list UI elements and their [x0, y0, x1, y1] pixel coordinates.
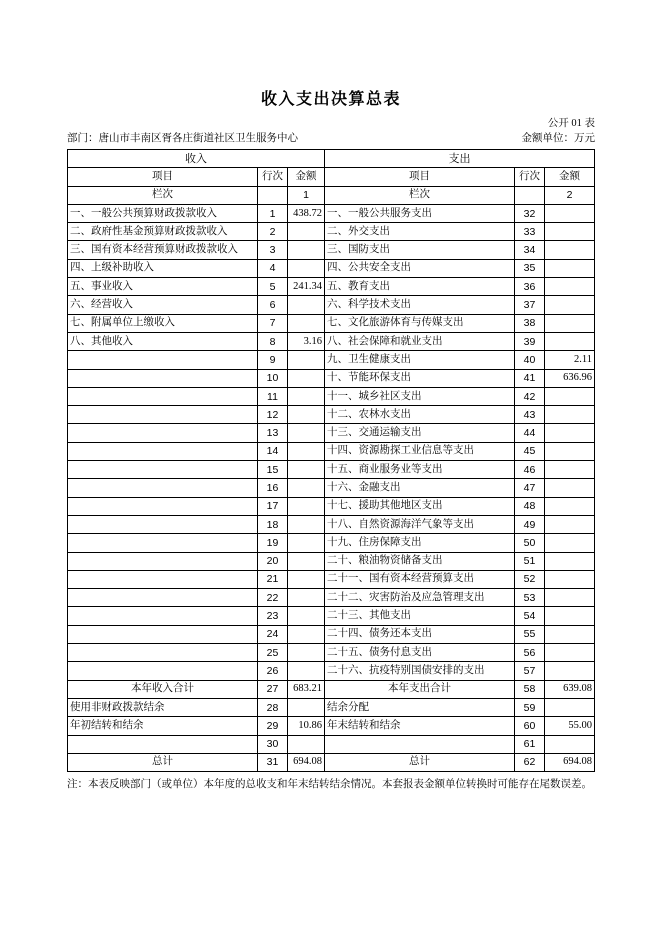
- income-item-cell: [68, 497, 258, 515]
- expense-amount-cell: [545, 625, 595, 643]
- table-row: [68, 589, 595, 607]
- expense-amount-cell: [545, 735, 595, 753]
- expense-amount-cell: [545, 442, 595, 460]
- expense-line-cell: 43: [515, 406, 545, 424]
- expense-amount-cell: [545, 387, 595, 405]
- income-line-cell: 18: [258, 515, 288, 533]
- expense-line-cell: 32: [515, 204, 545, 222]
- expense-amount-cell: 55.00: [545, 717, 595, 735]
- expense-line-cell: 56: [515, 644, 545, 662]
- expense-item-cell: 六、科学技术支出: [325, 296, 515, 314]
- income-line-cell: 14: [258, 442, 288, 460]
- expense-column-index: 2: [545, 186, 595, 204]
- table-row: [68, 717, 595, 735]
- income-section-header: 收入: [68, 150, 325, 168]
- expense-line-cell: 52: [515, 570, 545, 588]
- income-item-cell: [68, 552, 258, 570]
- expense-item-cell: 二十五、债务付息支出: [325, 644, 515, 662]
- expense-line-cell: 45: [515, 442, 545, 460]
- income-amount-cell: [288, 735, 325, 753]
- income-item-cell: [68, 479, 258, 497]
- expense-item-cell: 十六、金融支出: [325, 479, 515, 497]
- income-line-cell: 5: [258, 278, 288, 296]
- income-line-cell: 29: [258, 717, 288, 735]
- expense-line-cell: 47: [515, 479, 545, 497]
- table-row: [68, 442, 595, 460]
- table-row: [68, 698, 595, 716]
- index-row: [68, 186, 595, 204]
- income-amount-cell: 683.21: [288, 680, 325, 698]
- expense-amount-cell: [545, 461, 595, 479]
- income-amount-cell: [288, 625, 325, 643]
- expense-item-cell: 十三、交通运输支出: [325, 424, 515, 442]
- income-amount-cell: [288, 223, 325, 241]
- table-row: [68, 625, 595, 643]
- index-label-income: 栏次: [68, 186, 258, 204]
- income-line-cell: 30: [258, 735, 288, 753]
- expense-line-cell: 48: [515, 497, 545, 515]
- expense-line-cell: 42: [515, 387, 545, 405]
- income-line-cell: 13: [258, 424, 288, 442]
- table-row: [68, 644, 595, 662]
- page-title: 收入支出决算总表: [260, 91, 401, 108]
- expense-amount-cell: 639.08: [545, 680, 595, 698]
- expense-amount-cell: 636.96: [545, 369, 595, 387]
- table-row: [68, 461, 595, 479]
- expense-amount-cell: [545, 314, 595, 332]
- income-amount-cell: [288, 552, 325, 570]
- income-amount-cell: [288, 351, 325, 369]
- index-blank-income: [258, 186, 288, 204]
- expense-line-cell: 53: [515, 589, 545, 607]
- income-item-cell: 八、其他收入: [68, 332, 258, 350]
- expense-item-cell: 十八、自然资源海洋气象等支出: [325, 515, 515, 533]
- income-amount-cell: 10.86: [288, 717, 325, 735]
- income-line-cell: 25: [258, 644, 288, 662]
- expense-amount-cell: [545, 296, 595, 314]
- income-item-cell: [68, 607, 258, 625]
- expense-item-cell: 七、文化旅游体育与传媒支出: [325, 314, 515, 332]
- income-line-cell: 28: [258, 698, 288, 716]
- expense-amount-cell: [545, 406, 595, 424]
- section-header-row: [68, 150, 595, 168]
- income-item-cell: [68, 406, 258, 424]
- expense-amount-cell: [545, 552, 595, 570]
- expense-line-cell: 49: [515, 515, 545, 533]
- expense-item-cell: 二、外交支出: [325, 223, 515, 241]
- table-row: [68, 680, 595, 698]
- table-row: [68, 351, 595, 369]
- income-amount-cell: [288, 259, 325, 277]
- table-header: [68, 150, 595, 205]
- col-header-line-income: 行次: [258, 168, 288, 186]
- income-amount-cell: 241.34: [288, 278, 325, 296]
- expense-amount-cell: [545, 515, 595, 533]
- expense-amount-cell: [545, 497, 595, 515]
- income-line-cell: 21: [258, 570, 288, 588]
- income-amount-cell: [288, 479, 325, 497]
- income-amount-cell: [288, 515, 325, 533]
- expense-item-cell: 八、社会保障和就业支出: [325, 332, 515, 350]
- footnote: 注：本表反映部门（或单位）本年度的总收支和年末结转结余情况。本套报表金额单位转换时可能存在尾数误差。: [67, 779, 592, 791]
- income-item-cell: 五、事业收入: [68, 278, 258, 296]
- document-content: [67, 0, 595, 793]
- table-row: [68, 387, 595, 405]
- income-amount-cell: 694.08: [288, 753, 325, 771]
- income-amount-cell: [288, 644, 325, 662]
- col-header-line-expense: 行次: [515, 168, 545, 186]
- expense-section-header: 支出: [325, 150, 595, 168]
- expense-line-cell: 57: [515, 662, 545, 680]
- expense-line-cell: 50: [515, 534, 545, 552]
- table-row: [68, 406, 595, 424]
- doc-number-label: 公开 01 表: [547, 118, 595, 129]
- table-row: [68, 278, 595, 296]
- table-row: [68, 332, 595, 350]
- expense-line-cell: 38: [515, 314, 545, 332]
- income-line-cell: 19: [258, 534, 288, 552]
- income-item-cell: 四、上级补助收入: [68, 259, 258, 277]
- expense-item-cell: 五、教育支出: [325, 278, 515, 296]
- income-line-cell: 7: [258, 314, 288, 332]
- expense-amount-cell: [545, 223, 595, 241]
- income-line-cell: 24: [258, 625, 288, 643]
- income-item-cell: 六、经营收入: [68, 296, 258, 314]
- table-row: [68, 552, 595, 570]
- income-item-cell: [68, 644, 258, 662]
- table-row: [68, 497, 595, 515]
- income-item-cell: [68, 589, 258, 607]
- expense-item-cell: [325, 735, 515, 753]
- table-row: [68, 259, 595, 277]
- expense-amount-cell: [545, 278, 595, 296]
- income-item-cell: 年初结转和结余: [68, 717, 258, 735]
- expense-item-cell: 二十六、抗疫特别国债安排的支出: [325, 662, 515, 680]
- income-line-cell: 17: [258, 497, 288, 515]
- income-item-cell: [68, 351, 258, 369]
- expense-item-cell: 十二、农林水支出: [325, 406, 515, 424]
- expense-item-cell: 十四、资源勘探工业信息等支出: [325, 442, 515, 460]
- income-item-cell: 一、一般公共预算财政拨款收入: [68, 204, 258, 222]
- income-item-cell: [68, 387, 258, 405]
- expense-amount-cell: [545, 570, 595, 588]
- expense-amount-cell: [545, 662, 595, 680]
- expense-item-cell: 总计: [325, 753, 515, 771]
- income-line-cell: 8: [258, 332, 288, 350]
- expense-item-cell: 三、国防支出: [325, 241, 515, 259]
- table-row: [68, 369, 595, 387]
- income-amount-cell: 438.72: [288, 204, 325, 222]
- income-amount-cell: [288, 442, 325, 460]
- income-amount-cell: [288, 497, 325, 515]
- income-line-cell: 20: [258, 552, 288, 570]
- expense-item-cell: 十七、援助其他地区支出: [325, 497, 515, 515]
- expense-line-cell: 51: [515, 552, 545, 570]
- table-row: [68, 607, 595, 625]
- income-line-cell: 15: [258, 461, 288, 479]
- expense-item-cell: 二十一、国有资本经营预算支出: [325, 570, 515, 588]
- income-line-cell: 4: [258, 259, 288, 277]
- expense-line-cell: 39: [515, 332, 545, 350]
- expense-amount-cell: [545, 698, 595, 716]
- expense-item-cell: 二十二、灾害防治及应急管理支出: [325, 589, 515, 607]
- income-item-cell: [68, 515, 258, 533]
- meta-row: [67, 132, 595, 146]
- table-row: [68, 314, 595, 332]
- income-line-cell: 23: [258, 607, 288, 625]
- income-item-cell: [68, 534, 258, 552]
- income-item-cell: 二、政府性基金预算财政拨款收入: [68, 223, 258, 241]
- table-row: [68, 753, 595, 771]
- expense-amount-cell: [545, 589, 595, 607]
- expense-amount-cell: [545, 644, 595, 662]
- income-line-cell: 1: [258, 204, 288, 222]
- income-item-cell: [68, 662, 258, 680]
- income-line-cell: 9: [258, 351, 288, 369]
- income-line-cell: 6: [258, 296, 288, 314]
- expense-line-cell: 59: [515, 698, 545, 716]
- income-amount-cell: [288, 241, 325, 259]
- income-line-cell: 12: [258, 406, 288, 424]
- income-item-cell: 本年收入合计: [68, 680, 258, 698]
- income-amount-cell: [288, 698, 325, 716]
- expense-amount-cell: [545, 534, 595, 552]
- income-column-index: 1: [288, 186, 325, 204]
- table-row: [68, 662, 595, 680]
- table-row: [68, 424, 595, 442]
- expense-line-cell: 33: [515, 223, 545, 241]
- table-row: [68, 241, 595, 259]
- col-header-amount-expense: 金额: [545, 168, 595, 186]
- expense-line-cell: 40: [515, 351, 545, 369]
- expense-amount-cell: [545, 204, 595, 222]
- expense-line-cell: 37: [515, 296, 545, 314]
- income-item-cell: 三、国有资本经营预算财政拨款收入: [68, 241, 258, 259]
- expense-item-cell: 四、公共安全支出: [325, 259, 515, 277]
- income-amount-cell: [288, 607, 325, 625]
- expense-line-cell: 62: [515, 753, 545, 771]
- expense-line-cell: 58: [515, 680, 545, 698]
- income-amount-cell: [288, 369, 325, 387]
- income-amount-cell: [288, 461, 325, 479]
- income-amount-cell: [288, 387, 325, 405]
- income-item-cell: [68, 442, 258, 460]
- expense-item-cell: 九、卫生健康支出: [325, 351, 515, 369]
- expense-item-cell: 结余分配: [325, 698, 515, 716]
- col-header-item-income: 项目: [68, 168, 258, 186]
- expense-line-cell: 46: [515, 461, 545, 479]
- expense-amount-cell: [545, 479, 595, 497]
- expense-amount-cell: [545, 332, 595, 350]
- table-row: [68, 204, 595, 222]
- unit-label: 金额单位：万元: [521, 133, 595, 144]
- income-item-cell: 使用非财政拨款结余: [68, 698, 258, 716]
- index-label-expense: 栏次: [325, 186, 515, 204]
- expense-line-cell: 60: [515, 717, 545, 735]
- table-row: [68, 534, 595, 552]
- accounts-table: [67, 149, 595, 772]
- expense-item-cell: 十、节能环保支出: [325, 369, 515, 387]
- income-line-cell: 31: [258, 753, 288, 771]
- income-item-cell: 七、附属单位上缴收入: [68, 314, 258, 332]
- expense-amount-cell: [545, 424, 595, 442]
- income-item-cell: [68, 369, 258, 387]
- expense-amount-cell: 2.11: [545, 351, 595, 369]
- income-item-cell: [68, 570, 258, 588]
- table-body: [68, 204, 595, 771]
- income-line-cell: 11: [258, 387, 288, 405]
- table-row: [68, 515, 595, 533]
- income-amount-cell: [288, 534, 325, 552]
- expense-item-cell: 二十三、其他支出: [325, 607, 515, 625]
- income-amount-cell: [288, 314, 325, 332]
- income-line-cell: 22: [258, 589, 288, 607]
- expense-amount-cell: [545, 607, 595, 625]
- expense-line-cell: 34: [515, 241, 545, 259]
- department-label: 部门：唐山市丰南区胥各庄街道社区卫生服务中心: [67, 133, 298, 144]
- income-amount-cell: [288, 424, 325, 442]
- expense-item-cell: 十九、住房保障支出: [325, 534, 515, 552]
- income-item-cell: [68, 424, 258, 442]
- col-header-amount-income: 金额: [288, 168, 325, 186]
- income-item-cell: [68, 625, 258, 643]
- column-header-row: [68, 168, 595, 186]
- expense-line-cell: 44: [515, 424, 545, 442]
- expense-amount-cell: [545, 259, 595, 277]
- income-line-cell: 16: [258, 479, 288, 497]
- expense-line-cell: 61: [515, 735, 545, 753]
- income-amount-cell: [288, 589, 325, 607]
- expense-line-cell: 54: [515, 607, 545, 625]
- income-item-cell: 总计: [68, 753, 258, 771]
- col-header-item-expense: 项目: [325, 168, 515, 186]
- table-row: [68, 296, 595, 314]
- income-amount-cell: [288, 662, 325, 680]
- table-row: [68, 479, 595, 497]
- expense-amount-cell: [545, 241, 595, 259]
- expense-line-cell: 41: [515, 369, 545, 387]
- expense-line-cell: 55: [515, 625, 545, 643]
- table-row: [68, 223, 595, 241]
- table-row: [68, 570, 595, 588]
- expense-item-cell: 一、一般公共服务支出: [325, 204, 515, 222]
- income-item-cell: [68, 735, 258, 753]
- income-line-cell: 10: [258, 369, 288, 387]
- expense-item-cell: 十五、商业服务业等支出: [325, 461, 515, 479]
- income-amount-cell: 3.16: [288, 332, 325, 350]
- income-amount-cell: [288, 296, 325, 314]
- income-amount-cell: [288, 406, 325, 424]
- index-blank-expense: [515, 186, 545, 204]
- income-line-cell: 2: [258, 223, 288, 241]
- expense-item-cell: 本年支出合计: [325, 680, 515, 698]
- expense-item-cell: 二十四、债务还本支出: [325, 625, 515, 643]
- expense-line-cell: 35: [515, 259, 545, 277]
- expense-line-cell: 36: [515, 278, 545, 296]
- expense-amount-cell: 694.08: [545, 753, 595, 771]
- expense-item-cell: 年末结转和结余: [325, 717, 515, 735]
- income-line-cell: 3: [258, 241, 288, 259]
- expense-item-cell: 二十、粮油物资储备支出: [325, 552, 515, 570]
- income-item-cell: [68, 461, 258, 479]
- table-row: [68, 735, 595, 753]
- income-amount-cell: [288, 570, 325, 588]
- income-line-cell: 26: [258, 662, 288, 680]
- expense-item-cell: 十一、城乡社区支出: [325, 387, 515, 405]
- income-line-cell: 27: [258, 680, 288, 698]
